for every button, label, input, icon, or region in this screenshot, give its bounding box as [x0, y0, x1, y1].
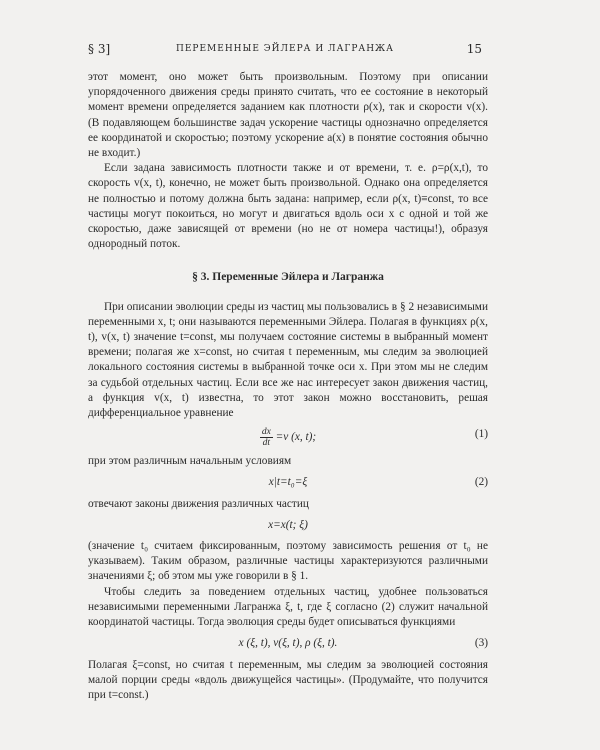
particle-law-expr: x=x(t; ξ) — [268, 518, 308, 531]
derivative-fraction — [260, 427, 273, 448]
header-section-ref: § 3] — [88, 42, 111, 56]
paragraph-1: этот момент, оно может быть произвольным. Поэтому при описании упорядоченного движения среды принято считать, что ее состояние в некоторый момент времени определяется заданием как плотности ρ(x), так и скорости v(x). (В подавляющем большинстве задач ускорение частицы однозначно определяется ее координатой и скоростью; поэтому ускорение a(x) в понятие состояния обычно не входит.) — [88, 71, 488, 160]
fraction-numerator: dx — [261, 427, 271, 438]
paragraph-6: (значение t₀ считаем фиксированным, поэтому зависимость решения от t₀ не указываем). Таким образом, различные частицы характеризуются различными значениями ξ; об этом мы уже говорили в § 1. — [88, 540, 488, 583]
equation-1 — [88, 427, 488, 448]
paragraph-5: отвечают законы движения различных частиц — [88, 497, 309, 510]
equation-3-number: (3) — [474, 637, 488, 650]
paragraph-8: Полагая ξ=const, но считая t переменным, мы следим за эволюцией состояния малой порции среды «вдоль движущейся частицы». (Продумайте, что получится при t=const.) — [88, 658, 488, 701]
paragraph-2: Если задана зависимость плотности также и от времени, т. е. ρ=ρ(x,t), то скорость v(x, t), конечно, не может быть произвольной. Однако она определяется не полностью и потому должна быть задана: например, если ρ(x, t)≡const, то все частицы могут покоиться, но могут и двигаться вдоль оси x с одной и той же скоростью, даже зависящей от времени (но не от номера частицы!), образуя однородный поток. — [88, 162, 488, 251]
page-body — [88, 70, 488, 703]
section-heading: § 3. Переменные Эйлера и Лагранжа — [192, 271, 384, 284]
equation-particle-law — [88, 518, 488, 533]
equation-2-number: (2) — [474, 476, 488, 489]
paragraph-7: Чтобы следить за поведением отдельных частиц, удобнее пользоваться независимыми переменными Лагранжа ξ, t, где ξ согласно (2) служит начальной координатой частицы. Тогда эволюция среды будет описываться функциями — [88, 585, 488, 629]
page-number: 15 — [466, 42, 482, 56]
running-header — [88, 40, 482, 60]
equation-1-number: (1) — [474, 428, 488, 441]
equation-3 — [88, 636, 488, 651]
equation-2 — [88, 475, 488, 490]
header-title: ПЕРЕМЕННЫЕ ЭЙЛЕРА И ЛАГРАНЖА — [175, 44, 394, 54]
fraction-denominator: dt — [262, 438, 270, 449]
equation-3-expr: x (ξ, t), v(ξ, t), ρ (ξ, t). — [238, 637, 338, 650]
paragraph-3: При описании эволюции среды из частиц мы пользовались в § 2 независимыми переменными x, t; они называются переменными Эйлера. Полагая в функциях ρ(x, t), v(x, t) значение t=const, мы получаем состояние системы в выбранный момент времени; полагая же x=const, но считая t переменным, мы следим за эволюцией локального состояния системы в выбранной точке оси x. При этом мы не следим за судьбой отдельных частиц. Если все же нас интересует закон движения частиц, а функция v(x, t) известна, то этот закон можно восстановить, решая дифференциальное уравнение — [88, 300, 488, 420]
equation-2-expr: x|t=t₀=ξ — [268, 476, 308, 489]
paragraph-4: при этом различным начальным условиям — [88, 455, 292, 468]
equation-1-rhs: =v (x, t); — [275, 431, 317, 444]
